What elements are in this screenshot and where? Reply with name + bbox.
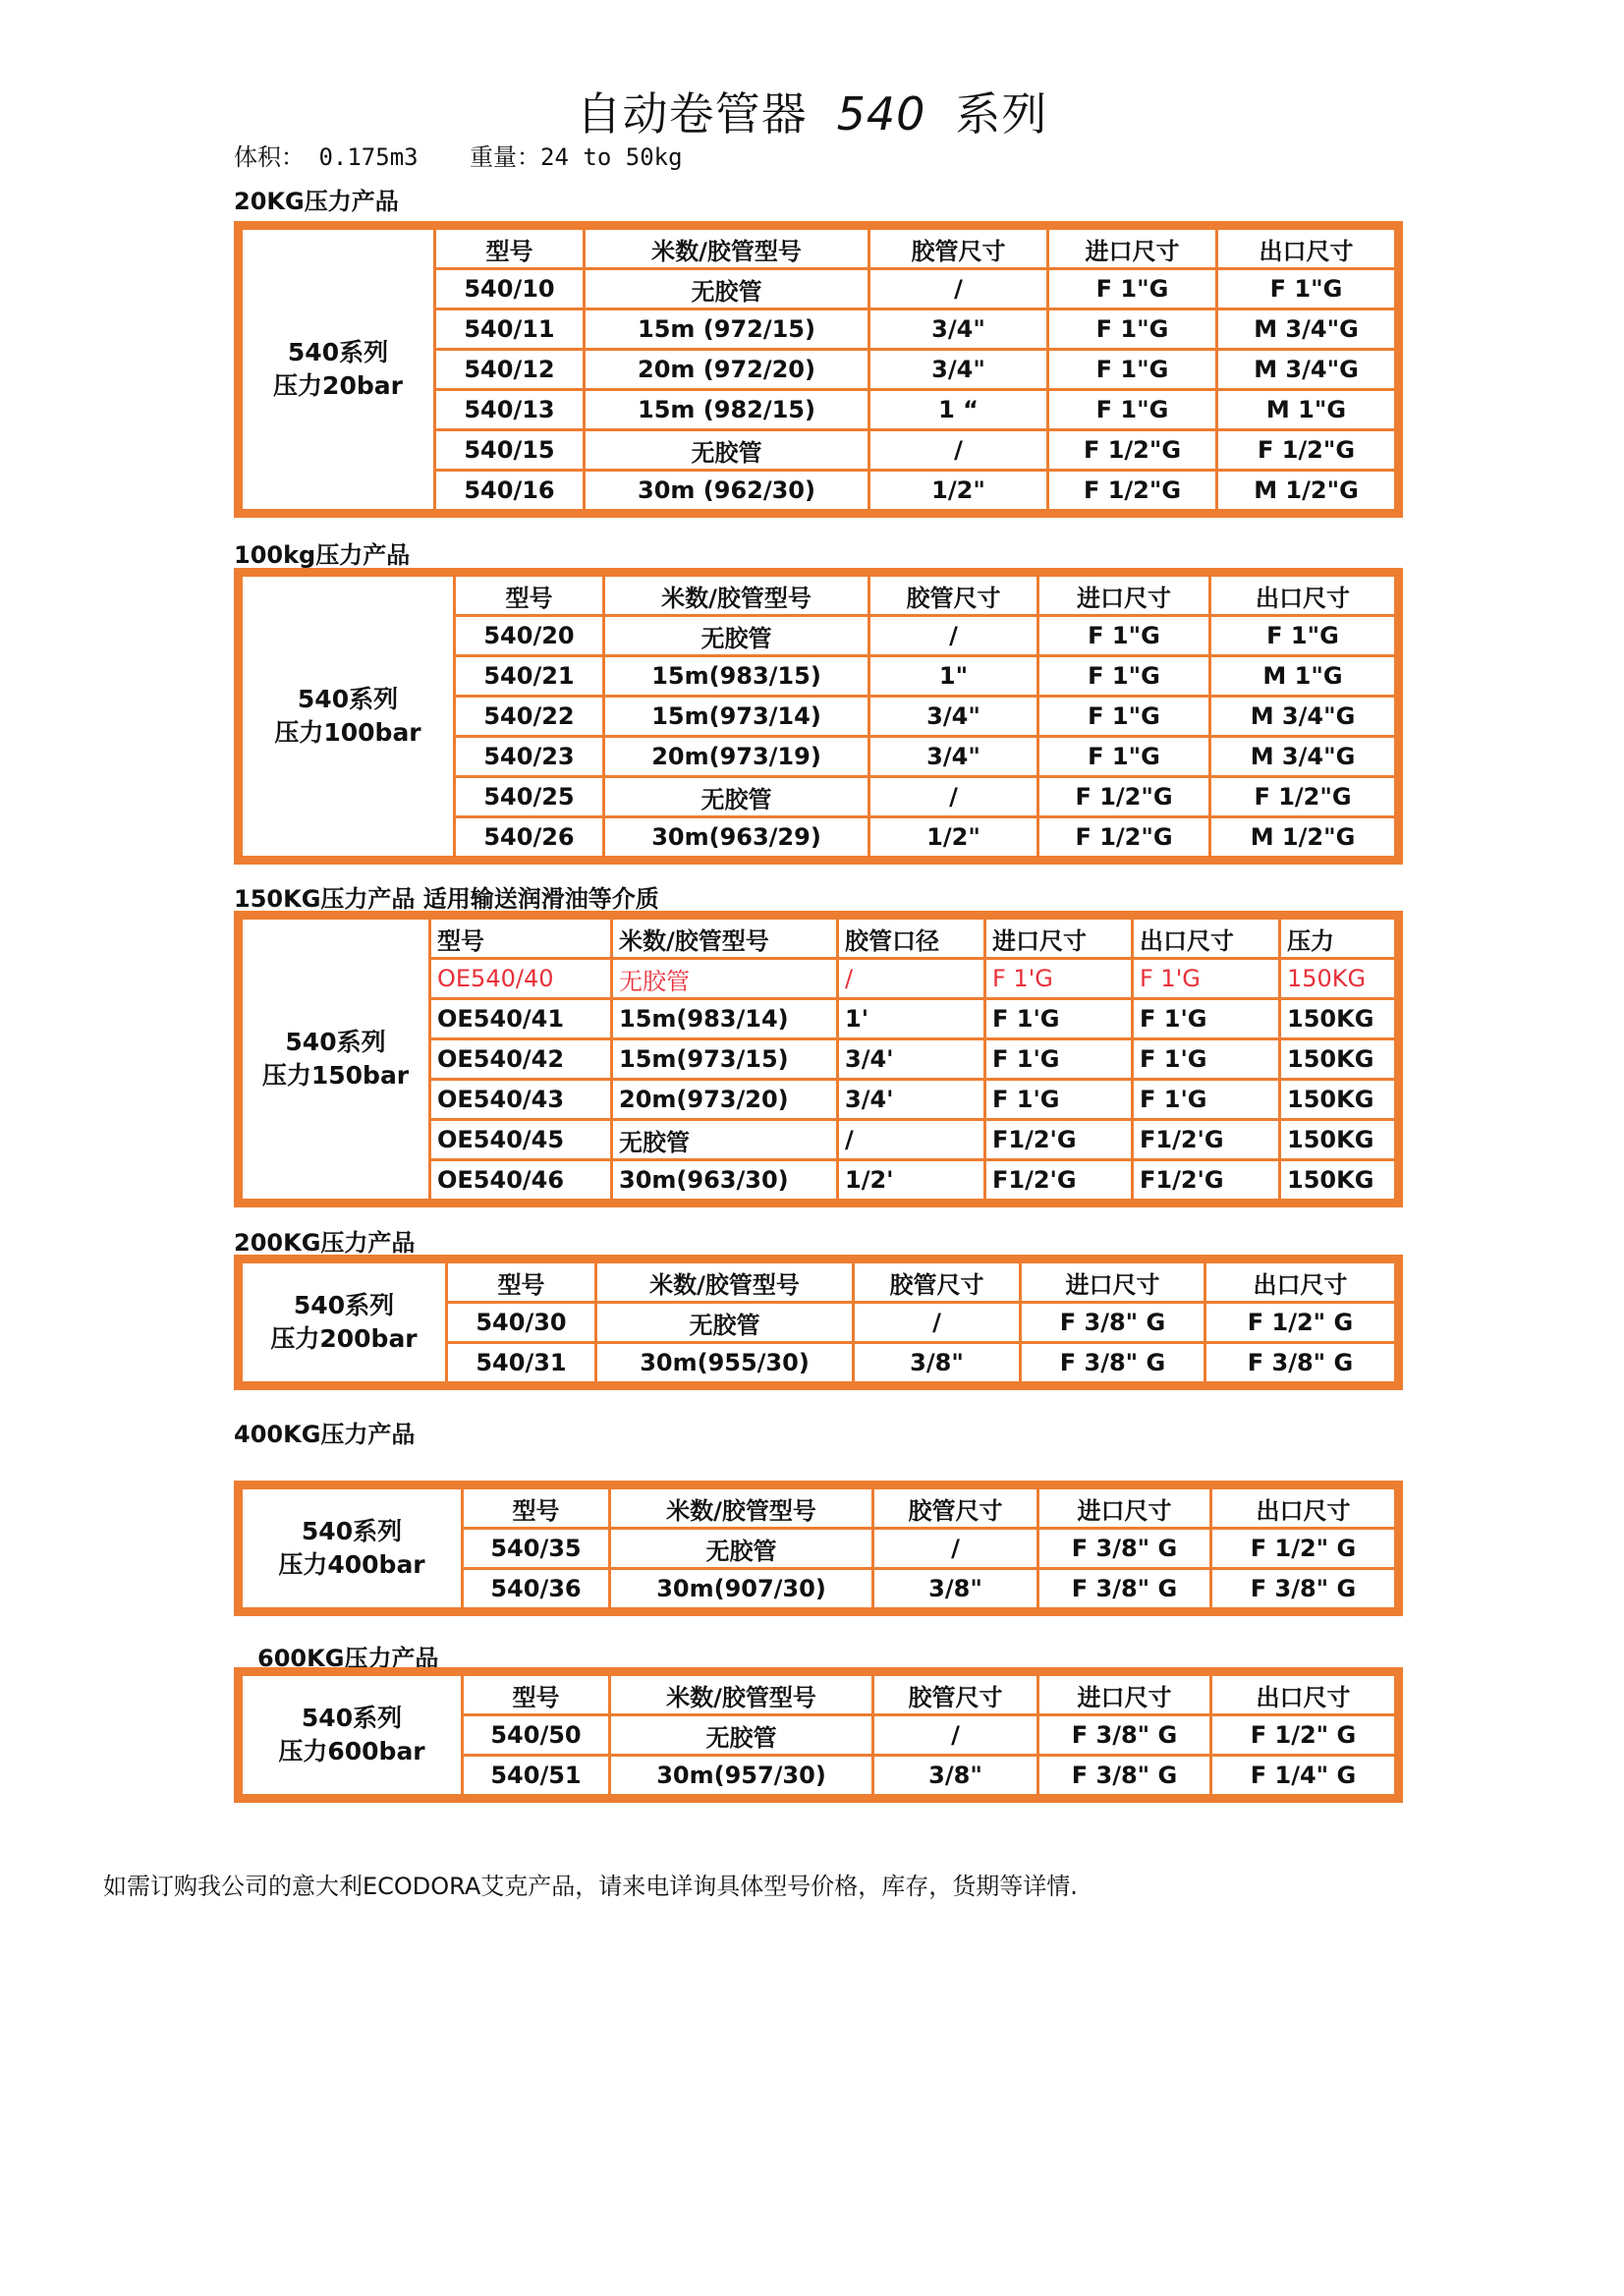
table-header-row [239, 916, 1399, 959]
series-name: 540系列 [287, 338, 389, 366]
table-cell: / [838, 959, 985, 999]
table-cell: F 1/2"G [1038, 777, 1210, 817]
table-cell: 15m (972/15) [585, 309, 869, 350]
table-cell: 540/51 [463, 1756, 610, 1799]
table-cell: 540/15 [435, 430, 585, 471]
table-cell: 无胶管 [604, 777, 869, 817]
series-pressure: 压力200bar [270, 1324, 418, 1353]
series-pressure: 压力400bar [278, 1550, 425, 1579]
table-cell: F 1'G [1133, 1039, 1280, 1080]
table-cell: F 1"G [1038, 616, 1210, 656]
table-cell: M 1"G [1217, 390, 1399, 430]
table-cell: F 1/2"G [1217, 430, 1399, 471]
title-text-2: 系列 [955, 87, 1048, 140]
table-cell: 3/4' [838, 1039, 985, 1080]
series-name: 540系列 [301, 1704, 403, 1732]
table-cell: 540/13 [435, 390, 585, 430]
table-cell: F 1"G [1038, 656, 1210, 697]
series-name: 540系列 [285, 1028, 386, 1056]
series-cell [239, 226, 435, 514]
page-title [0, 79, 1624, 143]
table-cell: 540/10 [435, 269, 585, 309]
table-cell: F 1/2"G [1210, 777, 1399, 817]
table-cell: F 1'G [1133, 1080, 1280, 1120]
title-number: 540 [836, 87, 926, 140]
table-cell: F 3/8" G [1038, 1756, 1211, 1799]
column-header: 胶管尺寸 [873, 1485, 1038, 1529]
table-cell: M 1"G [1210, 656, 1399, 697]
table-cell: F 3/8" G [1021, 1343, 1205, 1386]
table-cell: F 3/8" G [1038, 1529, 1211, 1569]
table-cell: F 1/2" G [1205, 1303, 1399, 1343]
table-header-row [239, 1485, 1399, 1529]
table-cell: 15m(983/14) [612, 999, 838, 1039]
table-cell: 15m(973/14) [604, 697, 869, 737]
table-cell: 540/26 [455, 817, 604, 861]
series-cell [239, 1485, 463, 1612]
table-cell: OE540/42 [430, 1039, 612, 1080]
table-cell: 1/2" [869, 471, 1048, 514]
spec-table [234, 911, 1403, 1207]
table-cell: / [873, 1529, 1038, 1569]
column-header: 胶管尺寸 [854, 1260, 1021, 1303]
table-cell: M 3/4"G [1210, 697, 1399, 737]
table-cell: 150KG [1280, 1039, 1399, 1080]
table-cell: 15m(983/15) [604, 656, 869, 697]
table-cell: F 1"G [1210, 616, 1399, 656]
table-cell: 150KG [1280, 1160, 1399, 1204]
column-header: 进口尺寸 [1038, 573, 1210, 616]
section-label: 200KG压力产品 [234, 1229, 416, 1257]
column-header: 进口尺寸 [1021, 1260, 1205, 1303]
table-cell: 3/8" [873, 1756, 1038, 1799]
spec-table [234, 221, 1403, 518]
table-cell: 540/16 [435, 471, 585, 514]
table-cell: 3/4" [869, 350, 1048, 390]
table-cell: / [838, 1120, 985, 1160]
column-header: 型号 [463, 1672, 610, 1715]
table-cell: / [854, 1303, 1021, 1343]
column-header: 胶管尺寸 [869, 573, 1038, 616]
table-cell: / [869, 616, 1038, 656]
table-cell: F1/2'G [985, 1120, 1133, 1160]
table-cell: F 1"G [1217, 269, 1399, 309]
table-cell: 30m(963/30) [612, 1160, 838, 1204]
table-cell: 540/11 [435, 309, 585, 350]
table-cell: F 1"G [1048, 269, 1217, 309]
table-cell: F1/2'G [1133, 1160, 1280, 1204]
table-cell: 无胶管 [610, 1529, 873, 1569]
table-cell: 无胶管 [612, 1120, 838, 1160]
table-cell: 30m (962/30) [585, 471, 869, 514]
table-cell: F 1'G [1133, 999, 1280, 1039]
column-header: 出口尺寸 [1210, 573, 1399, 616]
table-cell: 30m(955/30) [596, 1343, 854, 1386]
table-cell: F 1/2" G [1211, 1715, 1399, 1756]
table-cell: F 3/8" G [1038, 1715, 1211, 1756]
table-cell: 540/21 [455, 656, 604, 697]
table-cell: OE540/40 [430, 959, 612, 999]
table-header-row [239, 573, 1399, 616]
table-cell: 150KG [1280, 1080, 1399, 1120]
column-header: 胶管尺寸 [873, 1672, 1038, 1715]
table-cell: F 3/8" G [1038, 1569, 1211, 1612]
series-name: 540系列 [293, 1291, 395, 1319]
spec-table [234, 1255, 1403, 1390]
table-cell: OE540/43 [430, 1080, 612, 1120]
series-pressure: 压力100bar [274, 718, 421, 747]
column-header: 型号 [447, 1260, 596, 1303]
table-cell: F 1/2"G [1038, 817, 1210, 861]
table-cell: 540/12 [435, 350, 585, 390]
table-cell: 3/4" [869, 697, 1038, 737]
table-cell: OE540/46 [430, 1160, 612, 1204]
table-cell: M 3/4"G [1217, 309, 1399, 350]
title-text-1: 自动卷管器 [576, 87, 808, 140]
table-cell: 540/23 [455, 737, 604, 777]
table-cell: 150KG [1280, 1120, 1399, 1160]
table-cell: M 3/4"G [1210, 737, 1399, 777]
product-meta [234, 138, 720, 172]
weight-text: 重量：24 to 50kg [470, 143, 683, 171]
table-cell: F 3/8" G [1021, 1303, 1205, 1343]
column-header: 米数/胶管型号 [610, 1672, 873, 1715]
table-cell: 540/36 [463, 1569, 610, 1612]
table-cell: 无胶管 [604, 616, 869, 656]
table-cell: F 1/2" G [1211, 1529, 1399, 1569]
section-label: 600KG压力产品 [257, 1645, 439, 1672]
table-cell: F 1"G [1048, 350, 1217, 390]
table-cell: 150KG [1280, 959, 1399, 999]
table-header-row [239, 1672, 1399, 1715]
column-header: 出口尺寸 [1211, 1672, 1399, 1715]
table-cell: F 1/2"G [1048, 471, 1217, 514]
table-cell: / [869, 777, 1038, 817]
column-header: 进口尺寸 [1048, 226, 1217, 269]
series-name: 540系列 [301, 1517, 403, 1545]
table-cell: F 3/8" G [1211, 1569, 1399, 1612]
table-cell: 无胶管 [585, 430, 869, 471]
table-cell: F 1'G [1133, 959, 1280, 999]
table-cell: M 3/4"G [1217, 350, 1399, 390]
table-header-row [239, 226, 1399, 269]
section-label: 400KG压力产品 [234, 1421, 416, 1448]
table-cell: 1/2" [869, 817, 1038, 861]
table-cell: 3/4' [838, 1080, 985, 1120]
series-pressure: 压力20bar [273, 371, 403, 400]
column-header: 米数/胶管型号 [596, 1260, 854, 1303]
table-cell: / [873, 1715, 1038, 1756]
section-label: 150KG压力产品 适用输送润滑油等介质 [234, 885, 659, 913]
table-cell: 3/8" [854, 1343, 1021, 1386]
column-header: 进口尺寸 [985, 916, 1133, 959]
table-cell: F 1'G [985, 1039, 1133, 1080]
table-cell: 3/8" [873, 1569, 1038, 1612]
table-cell: 540/31 [447, 1343, 596, 1386]
column-header: 型号 [463, 1485, 610, 1529]
series-name: 540系列 [297, 685, 399, 713]
table-cell: F 1"G [1048, 309, 1217, 350]
column-header: 出口尺寸 [1217, 226, 1399, 269]
table-cell: F 1"G [1038, 697, 1210, 737]
section-label: 100kg压力产品 [234, 541, 411, 569]
table-cell: 30m(957/30) [610, 1756, 873, 1799]
table-cell: F 1'G [985, 959, 1133, 999]
series-cell [239, 1672, 463, 1799]
spec-table [234, 568, 1403, 865]
table-cell: 15m(973/15) [612, 1039, 838, 1080]
table-cell: 150KG [1280, 999, 1399, 1039]
table-cell: OE540/45 [430, 1120, 612, 1160]
table-cell: 20m(973/19) [604, 737, 869, 777]
table-cell: 540/50 [463, 1715, 610, 1756]
column-header: 压力 [1280, 916, 1399, 959]
table-cell: F 3/8" G [1205, 1343, 1399, 1386]
table-cell: 540/22 [455, 697, 604, 737]
table-cell: 20m (972/20) [585, 350, 869, 390]
column-header: 胶管口径 [838, 916, 985, 959]
table-cell: F 1'G [985, 999, 1133, 1039]
table-cell: M 1/2"G [1217, 471, 1399, 514]
table-cell: 无胶管 [612, 959, 838, 999]
table-cell: 30m(907/30) [610, 1569, 873, 1612]
table-cell: 30m(963/29) [604, 817, 869, 861]
series-pressure: 压力600bar [278, 1737, 425, 1765]
column-header: 进口尺寸 [1038, 1672, 1211, 1715]
column-header: 进口尺寸 [1038, 1485, 1211, 1529]
table-cell: OE540/41 [430, 999, 612, 1039]
table-cell: 无胶管 [585, 269, 869, 309]
volume-text: 体积： 0.175m3 [234, 143, 419, 171]
column-header: 出口尺寸 [1211, 1485, 1399, 1529]
table-cell: 1" [869, 656, 1038, 697]
series-pressure: 压力150bar [261, 1061, 410, 1090]
column-header: 型号 [455, 573, 604, 616]
table-cell: F 1'G [985, 1080, 1133, 1120]
column-header: 米数/胶管型号 [612, 916, 838, 959]
column-header: 胶管尺寸 [869, 226, 1048, 269]
table-cell: / [869, 269, 1048, 309]
table-cell: 3/4" [869, 309, 1048, 350]
table-cell: F 1/4" G [1211, 1756, 1399, 1799]
table-cell: F1/2'G [985, 1160, 1133, 1204]
footer-note: 如需订购我公司的意大利ECODORA艾克产品，请来电详询具体型号价格，库存，货期等详情. [103, 1873, 1078, 1900]
table-cell: 540/30 [447, 1303, 596, 1343]
table-cell: 540/20 [455, 616, 604, 656]
table-cell: F 1/2"G [1048, 430, 1217, 471]
table-cell: M 1/2"G [1210, 817, 1399, 861]
table-cell: / [869, 430, 1048, 471]
table-cell: 1' [838, 999, 985, 1039]
column-header: 型号 [435, 226, 585, 269]
column-header: 型号 [430, 916, 612, 959]
table-header-row [239, 1260, 1399, 1303]
series-cell [239, 573, 455, 861]
table-cell: F 1"G [1038, 737, 1210, 777]
table-cell: 20m(973/20) [612, 1080, 838, 1120]
column-header: 米数/胶管型号 [610, 1485, 873, 1529]
table-cell: 15m (982/15) [585, 390, 869, 430]
table-cell: 540/35 [463, 1529, 610, 1569]
table-cell: 540/25 [455, 777, 604, 817]
table-cell: 3/4" [869, 737, 1038, 777]
spec-table [234, 1481, 1403, 1616]
column-header: 出口尺寸 [1133, 916, 1280, 959]
series-cell [239, 916, 430, 1204]
table-cell: F 1"G [1048, 390, 1217, 430]
column-header: 米数/胶管型号 [604, 573, 869, 616]
section-label: 20KG压力产品 [234, 188, 399, 215]
table-cell: 无胶管 [610, 1715, 873, 1756]
table-cell: 1 “ [869, 390, 1048, 430]
table-cell: 无胶管 [596, 1303, 854, 1343]
column-header: 米数/胶管型号 [585, 226, 869, 269]
series-cell [239, 1260, 447, 1386]
table-cell: F1/2'G [1133, 1120, 1280, 1160]
spec-table [234, 1667, 1403, 1803]
table-cell: 1/2' [838, 1160, 985, 1204]
column-header: 出口尺寸 [1205, 1260, 1399, 1303]
